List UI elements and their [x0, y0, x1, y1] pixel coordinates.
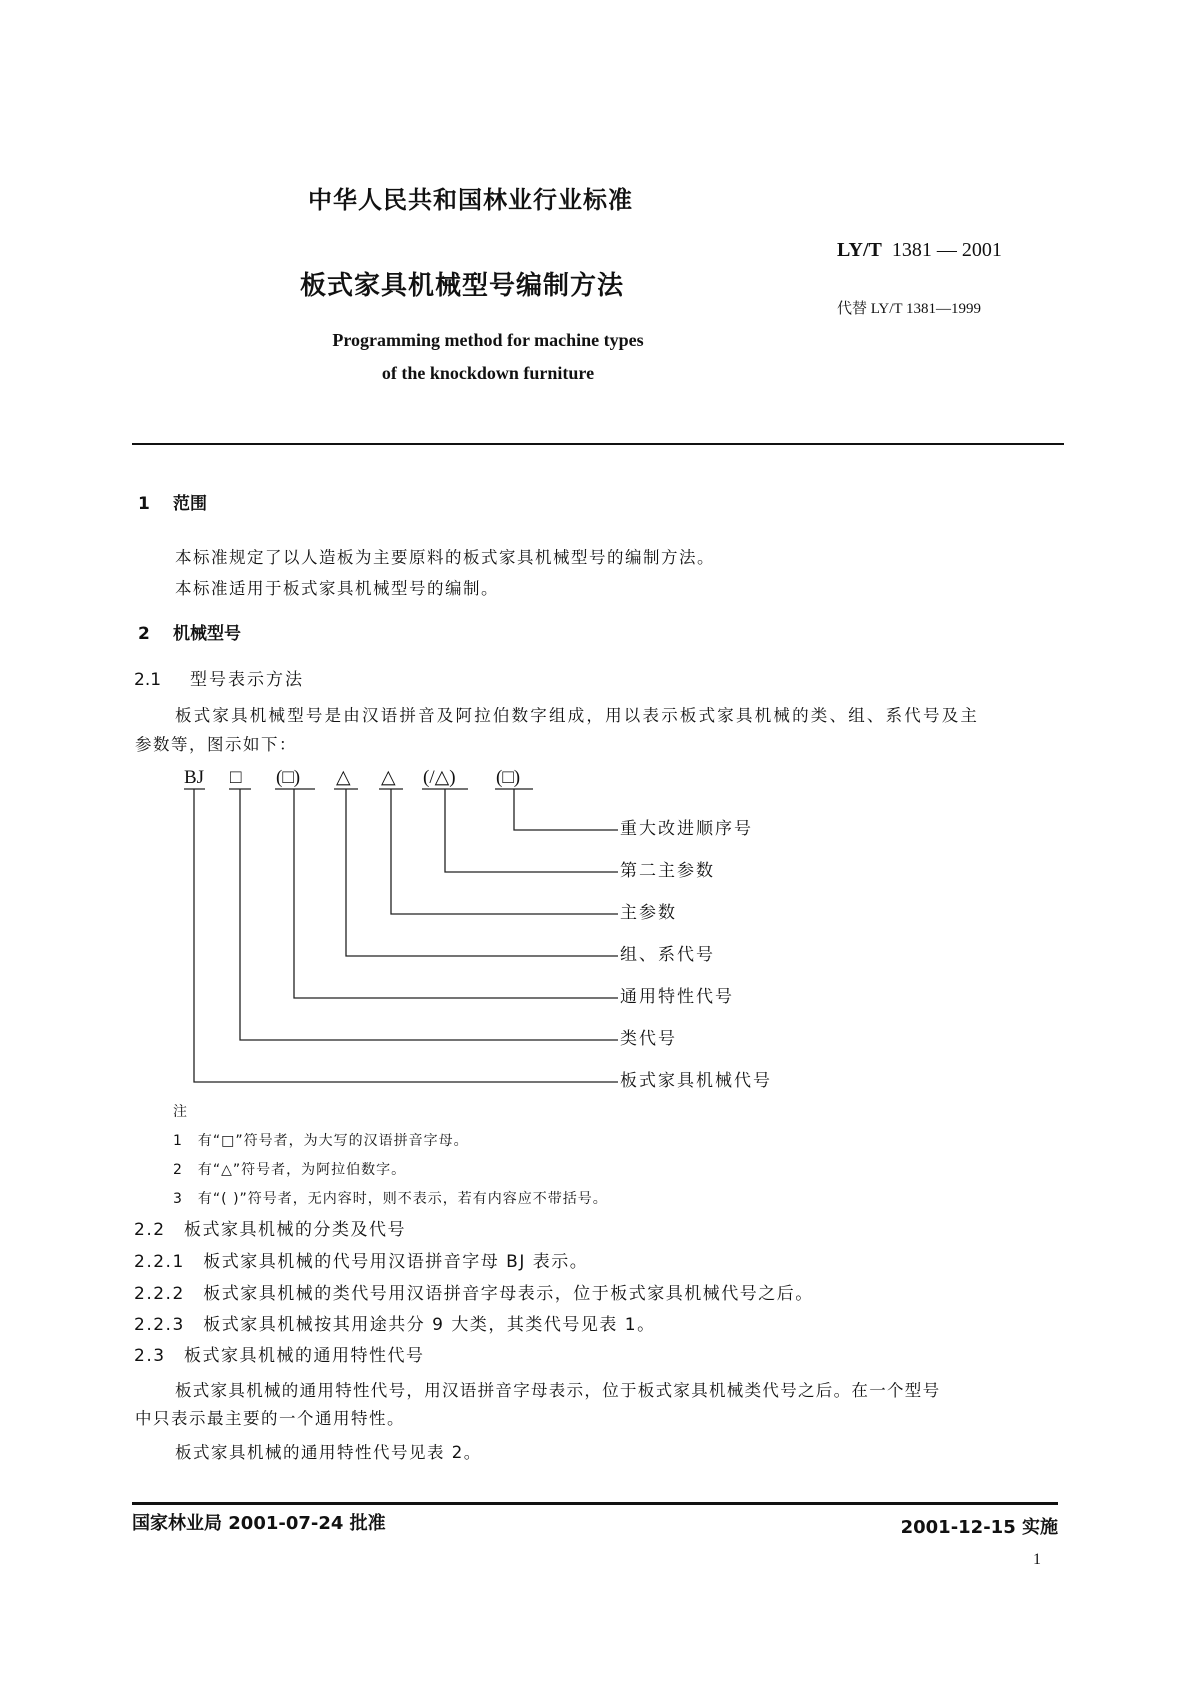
section-2-1-number: 2.1	[134, 670, 162, 690]
label-machine-code: 板式家具机械代号	[620, 1071, 772, 1091]
document-title: 板式家具机械型号编制方法	[300, 271, 625, 301]
paragraph: 板式家具机械的通用特性代号，用汉语拼音字母表示，位于板式家具机械类代号之后。在一个型号	[175, 1381, 941, 1400]
paragraph: 本标准适用于板式家具机械型号的编制。	[175, 579, 499, 598]
page-number: 1	[1033, 1551, 1041, 1568]
symbol-group: △	[336, 767, 351, 788]
symbol-main-param: △	[381, 767, 396, 788]
section-2-2: 2.2 板式家具机械的分类及代号	[134, 1220, 407, 1240]
section-2-title: 机械型号	[173, 624, 241, 644]
code-prefix: LY/T	[837, 239, 882, 261]
section-2-2-3: 2.2.3 板式家具机械按其用途共分 9 大类，其类代号见表 1。	[134, 1315, 656, 1335]
paragraph: 本标准规定了以人造板为主要原料的板式家具机械型号的编制方法。	[175, 548, 715, 567]
code-number: 1381 — 2001	[891, 239, 1002, 261]
notes-title: 注	[173, 1104, 188, 1120]
label-revision: 重大改进顺序号	[620, 819, 753, 839]
symbol-second-param: (/△)	[423, 767, 456, 788]
section-2-number: 2	[138, 624, 150, 644]
paragraph: 板式家具机械型号是由汉语拼音及阿拉伯数字组成，用以表示板式家具机械的类、组、系代号及主	[175, 706, 980, 725]
english-title-line2: of the knockdown furniture	[381, 363, 595, 383]
paragraph: 参数等，图示如下：	[135, 735, 297, 754]
paragraph: 中只表示最主要的一个通用特性。	[135, 1409, 405, 1428]
symbol-revision: (□)	[496, 767, 521, 788]
symbol-bj: BJ	[184, 767, 205, 788]
section-2-2-1: 2.2.1 板式家具机械的代号用汉语拼音字母 BJ 表示。	[134, 1252, 589, 1272]
section-1-number: 1	[138, 494, 150, 514]
section-1-title: 范围	[173, 494, 207, 514]
english-title-line1: Programming method for machine types	[332, 330, 644, 350]
label-class: 类代号	[620, 1029, 677, 1049]
symbol-general-feature: (□)	[276, 767, 301, 788]
section-2-2-2: 2.2.2 板式家具机械的类代号用汉语拼音字母表示，位于板式家具机械代号之后。	[134, 1284, 814, 1304]
section-2-3: 2.3 板式家具机械的通用特性代号	[134, 1346, 425, 1366]
label-second-param: 第二主参数	[620, 861, 715, 881]
note-item: 2 有“△”符号者，为阿拉伯数字。	[173, 1162, 407, 1178]
label-main-param: 主参数	[620, 903, 677, 923]
standard-type: 中华人民共和国林业行业标准	[308, 186, 633, 214]
label-general-feature: 通用特性代号	[620, 987, 734, 1007]
approval-date: 国家林业局 2001-07-24 批准	[132, 1513, 386, 1534]
note-item: 1 有“□”符号者，为大写的汉语拼音字母。	[173, 1133, 469, 1149]
section-2-1-title: 型号表示方法	[190, 670, 304, 690]
label-group: 组、系代号	[620, 945, 715, 965]
paragraph: 板式家具机械的通用特性代号见表 2。	[175, 1443, 482, 1462]
implementation-date: 2001-12-15 实施	[900, 1517, 1058, 1538]
replaces-standard: 代替 LY/T 1381—1999	[837, 301, 982, 317]
symbol-class: □	[230, 767, 242, 788]
note-item: 3 有“( )”符号者，无内容时，则不表示，若有内容应不带括号。	[173, 1191, 608, 1207]
footer-rule	[132, 1502, 1058, 1505]
